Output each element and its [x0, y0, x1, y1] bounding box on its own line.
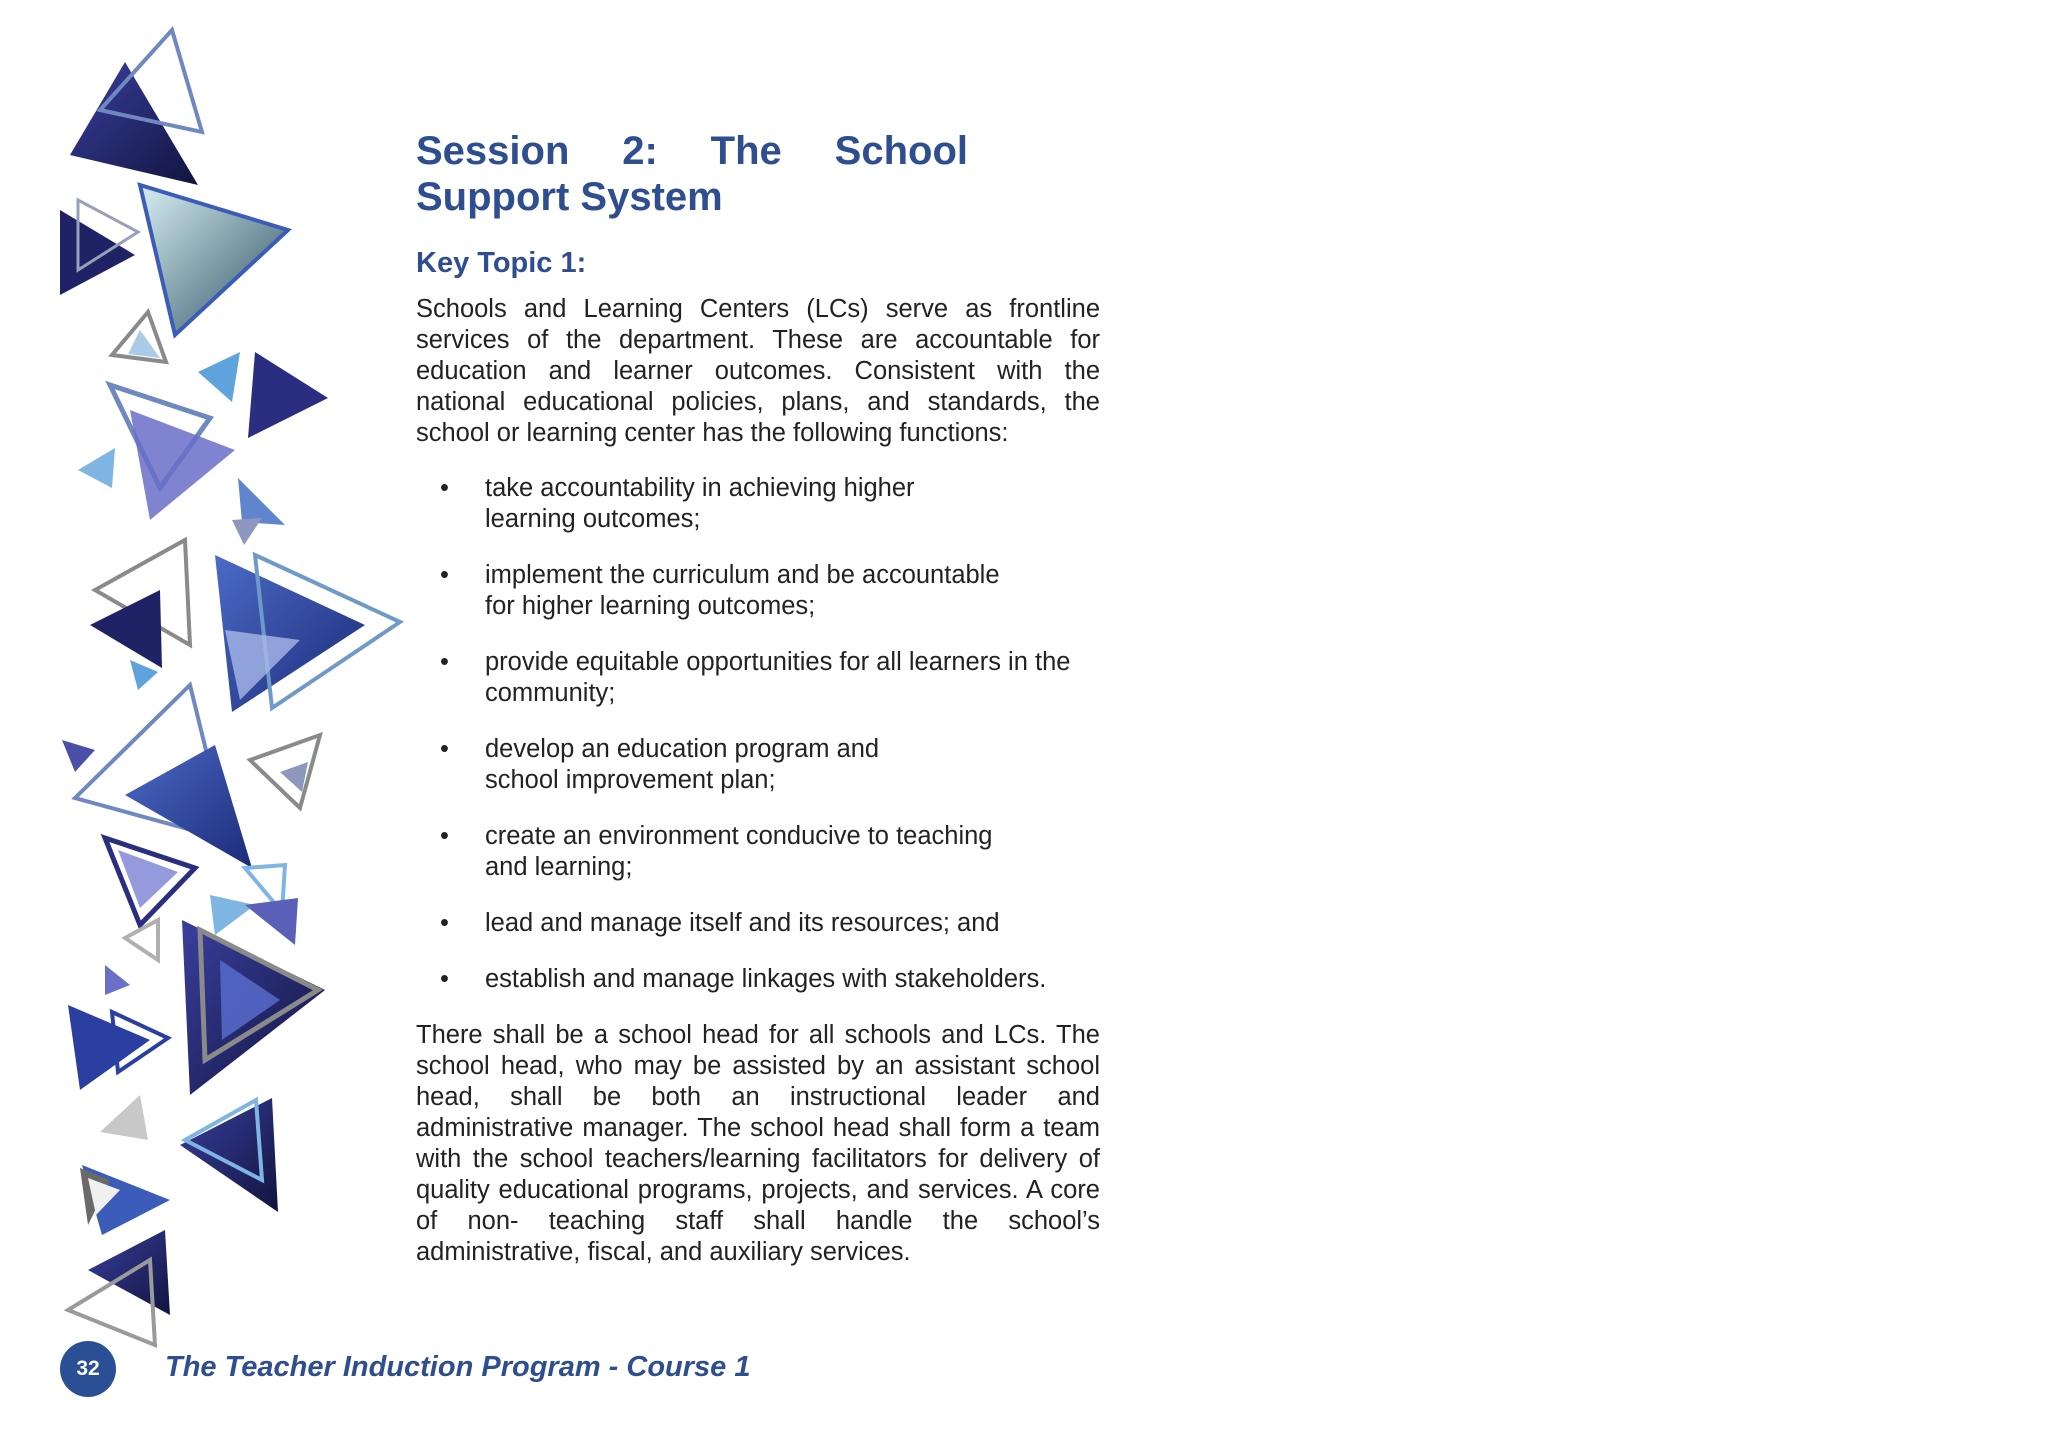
decor-triangle — [245, 898, 298, 945]
bullet-dot: • — [440, 822, 449, 850]
key-topic-heading: Key Topic 1: — [416, 247, 587, 279]
decor-triangle — [68, 1005, 150, 1090]
session-title: Session 2: The School Support System — [416, 129, 968, 219]
list-item — [416, 734, 1100, 796]
list-item-line: learning outcomes; — [485, 505, 701, 533]
list-item — [416, 647, 1100, 709]
list-item-line: create an environment conducive to teaching — [485, 822, 993, 850]
list-item-line: take accountability in achieving higher — [485, 474, 915, 502]
decor-triangle — [238, 478, 285, 525]
intro-paragraph: Schools and Learning Centers (LCs) serve as frontline services of the department. These are accountable for education and learner outcomes. Consistent with the national educational policies, plans, and standards, the school or learning center has the following functions: — [416, 295, 1100, 447]
closing-paragraph: There shall be a school head for all schools and LCs. The school head, who may be assisted by an assistant school head, shall be both an instructional leader and administrative manager. The school head shall form a team with the school teachers/learning facilitators for delivery of quality educational programs, projects, and services. A core of non- teaching staff shall handle the school’s administrative, fiscal, and auxiliary services. — [416, 1021, 1100, 1266]
page-number-badge: 32 — [60, 1341, 116, 1397]
list-item-line: develop an education program and — [485, 735, 880, 763]
bullet-dot: • — [440, 648, 449, 676]
list-item-line: implement the curriculum and be accountable — [485, 561, 1000, 589]
functions-list — [416, 473, 1100, 995]
list-item-line: establish and manage linkages with stakeholders. — [485, 965, 1047, 993]
decor-triangle — [90, 590, 162, 668]
decor-triangle — [232, 518, 262, 545]
list-item — [416, 908, 1100, 939]
list-item — [416, 821, 1100, 883]
list-item — [416, 964, 1100, 995]
list-item-line: provide equitable opportunities for all learners in the — [485, 648, 1071, 676]
decor-triangle — [248, 352, 328, 438]
list-item-line: lead and manage itself and its resources; and — [485, 909, 1000, 937]
list-item — [416, 560, 1100, 622]
document-body — [416, 128, 1100, 1268]
list-item-line: community; — [485, 679, 616, 707]
decor-triangle — [198, 352, 240, 402]
list-item-line: and learning; — [485, 853, 633, 881]
publication-title: The Teacher Induction Program - Course 1 — [165, 1351, 751, 1383]
decor-triangle — [70, 62, 198, 185]
list-item-line: school improvement plan; — [485, 766, 776, 794]
decor-triangle — [130, 410, 235, 520]
bullet-dot: • — [440, 474, 449, 502]
decor-triangle — [78, 448, 115, 488]
decor-triangle — [62, 740, 95, 772]
bullet-dot: • — [440, 909, 449, 937]
decor-triangle — [100, 1095, 148, 1140]
list-item-line: for higher learning outcomes; — [485, 592, 816, 620]
decor-triangle — [105, 965, 130, 995]
decor-triangle — [210, 895, 255, 935]
page-footer — [60, 1341, 860, 1397]
decor-triangle — [130, 660, 158, 690]
bullet-dot: • — [440, 735, 449, 763]
bullet-dot: • — [440, 561, 449, 589]
list-item — [416, 473, 1100, 535]
bullet-dot: • — [440, 965, 449, 993]
triangle-decoration-panel — [0, 0, 420, 1360]
